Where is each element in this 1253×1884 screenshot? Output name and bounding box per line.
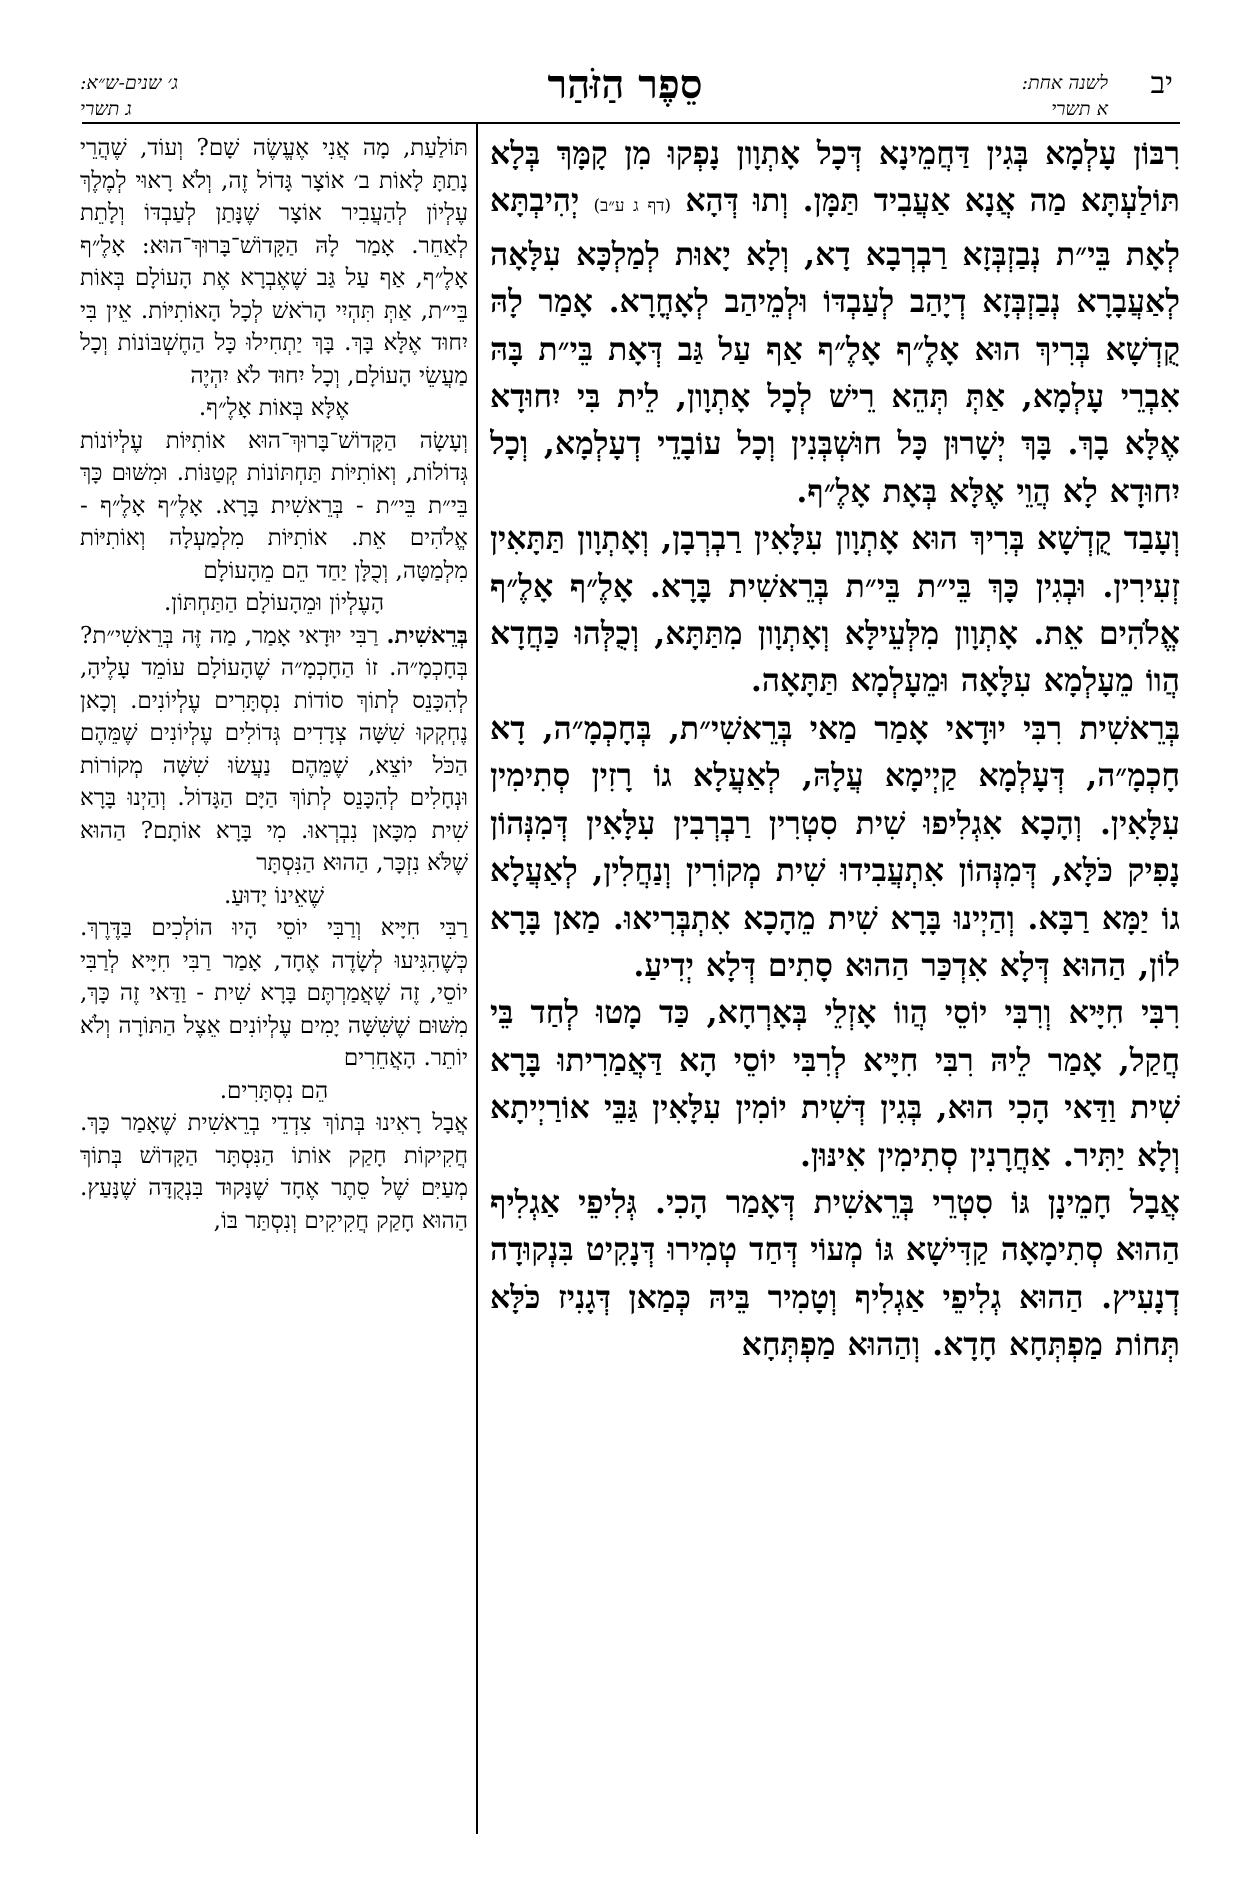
folio-reference: (דף ג ע״ב) [593, 196, 672, 217]
header-left-note [80, 70, 340, 122]
main-p3-text: רִבִּי יוּדָאי אָמַר מַאי בְּרֵאשִׁי״ת, בְּחָכְמָ״ה, דָא חָכְמָ״ה, דְּעָלְמָא קַיְימָא עֲלָהּ, לְאַעֲלָא גוֹ רָזִין סְתִימִין עִלָּאִין. וְהָכָא אִגְלִיפוּ שִׁית סִטְרִין רַבְרְבִין עִלָּאִין דְּמִנְּהוֹן נָפִיק כֹּלָּא, דְּמִנְּהוֹן אִתְעֲבִידוּ שִׁית מְקוֹרִין וְנַחֲלִין, לְאַעֲלָא גוֹ יַמָּא רַבָּא. וְהַיְינוּ בָּרָא שִׁית מֵהָכָא אִתְבְּרִיאוּ. מַאן בָּרָא לוֹן, הַהוּא דְּלָא אִדְכַּר הַהוּא סָתִים דְּלָא יְדִיעַ. [490, 709, 1180, 984]
side-section-heading: בְּרֵאשִׁית. [386, 621, 468, 649]
main-paragraph [490, 130, 1180, 515]
side-paragraph: אֲבָל רָאִינוּ בְּתוֹךְ צִדְדֵי בְרֵאשִׁית שֶׁאָמַר כָּךְ. חֲקִיקוֹת חָקַק אוֹתוֹ הַנִּסְתָּר הַקָּדוֹשׁ בְּתוֹךְ מְעַיִּם שֶׁל סֵתֶר אֶחָד שֶׁנָּקוּד בִּנְקֻדָּה שֶׁנָּעַץ. הַהוּא חָקַק חֲקִיקִים וְנִסְתַּר בּוֹ, [80, 1110, 468, 1234]
main-paragraph: וְעָבַד קֻדְשָׁא בְּרִיךְ הוּא אָתְוָון עִלָּאִין רַבְרְבָן, וְאָתְוָון תַּתָּאִין זְעִירִין. וּבְגִין כָּךְ בֵּי״ת בֵּי״ת בְּרֵאשִׁית בָּרָא. אָלֶ״ף אָלֶ״ף אֱלֹהִים אֵת. אָתְוָון מִלְּעֵילָּא וְאָתְוָון מִתַּתָּא, וְכֻלְּהוּ כַּחֲדָא הֲווֹ מֵעָלְמָא עִלָּאָה וּמֵעָלְמָא תַּתָּאָה. [490, 520, 1180, 700]
main-paragraph: אֲבָל חָמֵינָן גּוֹ סִטְרֵי בְּרֵאשִׁית דְּאָמַר הָכִי. גְּלִיפֵי אַגְלִיף הַהוּא סְתִימָאָה קַדִּישָׁא גּוֹ מְעוֹי דְּחַד טְמִירוּ דְּנָקִיט בִּנְקוּדָה דְנָעִיץ. הַהוּא גְלִיפֵי אַגְלִיף וְטָמִיר בֵּיהּ כְּמַאן דְּגָנִיז כֹּלָּא תְּחוֹת מַפְתְּחָא חָדָא. וְהַהוּא מַפְתְּחָא [490, 1183, 1180, 1364]
main-p1-text: רִבּוֹן עָלְמָא בְּגִין דַּחֲמֵינָא דְּכָל אָתְוָון נָפְקוּ מִן קָמָּךְ בְּלָא תּוֹלַעְתָּא מַה אֲנָא אַעֲבִיד תַּמָּן. וְתוּ דְּהָא [490, 135, 1180, 220]
page-number: יב [1150, 66, 1173, 101]
header-rule [82, 122, 1180, 124]
header-left-line1: ג׳ שנים-ש״א: [80, 72, 179, 94]
book-title: סֵפֶר הַזֹּהַר [547, 61, 703, 108]
side-paragraph: רַבִּי חִיָּיא וְרַבִּי יוֹסֵי הָיוּ הוֹלְכִים בַּדֶּרֶךְ. כְּשֶׁהִגִּיעוּ לְשָׂדֶה אֶחָד, אָמַר רַבִּי חִיָּיא לְרַבִּי יוֹסֵי, זֶה שֶׁאֲמַרְתֶּם בָּרָא שִׁית - וַדַּאי זֶה כָּךְ, מִשּׁוּם שֶׁשִּׁשָּׁה יָמִים עֶלְיוֹנִים אֵצֶל הַתּוֹרָה וְלֹא יוֹתֵר. הָאֲחֵרִים [80, 915, 468, 1071]
main-p1-text-cont: יְהִיבְתָּא לְאָת בֵּי״ת נְבַזְבְּזָא רַבְרְבָא דָא, וְלָא יָאוּת לְמַלְכָּא עִלָּאָה לְאַעֲבָרָא נְבַזְבְּזָא דְיָהַב לְעַבְדּוֹ וּלְמֵיהַב לְאָחֳרָא. אָמַר לָהּ קֻדְשָׁא בְּרִיךְ הוּא אָלֶ״ף אָלֶ״ף אַף עַל גַּב דְּאָת בֵּי״ת בָּהּ אִבְרֵי עָלְמָא, אַתְּ תְּהֵא רֵישׁ לְכָל אָתְוָון, לֵית בִּי יִחוּדָא אֶלָּא בָךְ. בָּךְ יְשָׁרוּן כָּל חוּשְׁבְּנִין וְכָל עוֹבָדֵי דְעָלְמָא, וְכָל יִחוּדָא לָא הֲוֵי אֶלָּא בְּאָת אָלֶ״ף. [490, 182, 1180, 510]
main-section-heading: בְּרֵאשִׁית [1079, 709, 1180, 747]
side-paragraph: וְעָשָׂה הַקָּדוֹשׁ־בָּרוּךְ־הוּא אוֹתִיּוֹת עֶלְיוֹנוֹת גְּדוֹלוֹת, וְאוֹתִיּוֹת תַּחְתּוֹנוֹת קְטַנּוֹת. וּמִשּׁוּם כָּךְ בֵּי״ת בֵּי״ת - בְּרֵאשִׁית בָּרָא. אָלֶ״ף אָלֶ״ף - אֱלֹהִים אֵת. אוֹתִיּוֹת מִלְמַעְלָה וְאוֹתִיּוֹת מִלְמַטָּה, וְכֻלָּן יַחַד הֵם מֵהָעוֹלָם [80, 427, 468, 584]
side-paragraph-end: שֶׁאֵינוֹ יָדוּעַ. [223, 882, 325, 909]
side-paragraph: תּוֹלַעַת, מָה אֲנִי אֶעֱשֶׂה שָׁם? וְעוֹד, שֶׁהֲרֵי נָתַתָּ לָאוֹת ב׳ אוֹצָר גָּדוֹל זֶה, וְלֹא רָאוּי לְמֶלֶךְ עֶלְיוֹן לְהַעֲבִיר אוֹצָר שֶׁנָּתַן לְעַבְדּוֹ וְלָתֵת לְאַחֵר. אָמַר לָהּ הַקָּדוֹשׁ־בָּרוּךְ־הוּא: אָלֶ״ף אָלֶ״ף, אַף עַל גַּב שֶׁאֶבְרָא אֶת הָעוֹלָם בְּאוֹת בֵּי״ת, אַתְּ תִּהְיִי הָרֹאשׁ לְכָל הָאוֹתִיּוֹת. אֵין בִּי יִחוּד אֶלָּא בָּךְ. בָּךְ יַתְחִילוּ כָּל הַחֶשְׁבּוֹנוֹת וְכָל מַעֲשֵׂי הָעוֹלָם, וְכָל יִחוּד לֹא יִהְיֶה [80, 135, 468, 389]
side-paragraph-end: הָעֶלְיוֹן וּמֵהָעוֹלָם הַתַּחְתּוֹן. [163, 590, 385, 616]
aramaic-main-column [490, 130, 1180, 1830]
side-paragraph-end: הֵם נִסְתָּרִים. [219, 1077, 329, 1104]
side-p3-text: רַבִּי יוּדָאי אָמַר, מַה זֶּה בְּרֵאשִׁי״ת? בְּחָכְמָ״ה. זוֹ הַחָכְמָ״ה שֶׁהָעוֹלָם עוֹמֵד עָלֶיהָ, לְהִכָּנֵס לְתוֹךְ סוֹדוֹת נִסְתָּרִים עֶלְיוֹנִים. וְכָאן נֶחְקְקוּ שִׁשָּׁה צְדָדִים גְּדוֹלִים עֶלְיוֹנִים שֶׁמֵּהֶם הַכֹּל יוֹצֵא, שֶׁמֵּהֶם נַעֲשׂוּ שִׁשָּׁה מְקוֹרוֹת וּנְחָלִים לְהִכָּנֵס לְתוֹךְ הַיָּם הַגָּדוֹל. וְהַיְנוּ בָּרָא שִׁית מִכָּאן נִבְרְאוּ. מִי בָּרָא אוֹתָם? הַהוּא שֶׁלֹּא נִזְכָּר, הַהוּא הַנִּסְתָּר [80, 622, 468, 876]
page-header [0, 62, 1253, 128]
header-right-line2: א תשרי [1051, 98, 1108, 120]
side-paragraph-end: אֶלָּא בְּאוֹת אָלֶ״ף. [198, 395, 350, 421]
header-left-line2: ג תשרי [80, 98, 132, 120]
main-paragraph: רִבִּי חִיָּיא וְרִבִּי יוֹסֵי הֲווֹ אָזְלֵי בְּאָרְחָא, כַּד מָטוּ לְחַד בֵּי חֲקַל, אָמַר לֵיהּ רִבִּי חִיָּיא לְרִבִּי יוֹסֵי הָא דַּאֲמַרִיתוּ בָּרָא שִׁית וַדַּאי הָכִי הוּא, בְּגִין דְּשִׁית יוֹמִין עִלָּאִין גַּבֵּי אוֹרַיְיתָא וְלָא יַתִּיר. אַחֲרָנִין סְתִימִין אִינּוּן. [490, 994, 1180, 1174]
side-paragraph [80, 620, 468, 880]
column-divider [476, 124, 478, 1834]
header-right-note [858, 70, 1108, 122]
hebrew-translation-column [80, 132, 468, 1832]
main-paragraph [490, 705, 1180, 989]
header-right-line1: לשנה אחת: [1021, 72, 1108, 94]
